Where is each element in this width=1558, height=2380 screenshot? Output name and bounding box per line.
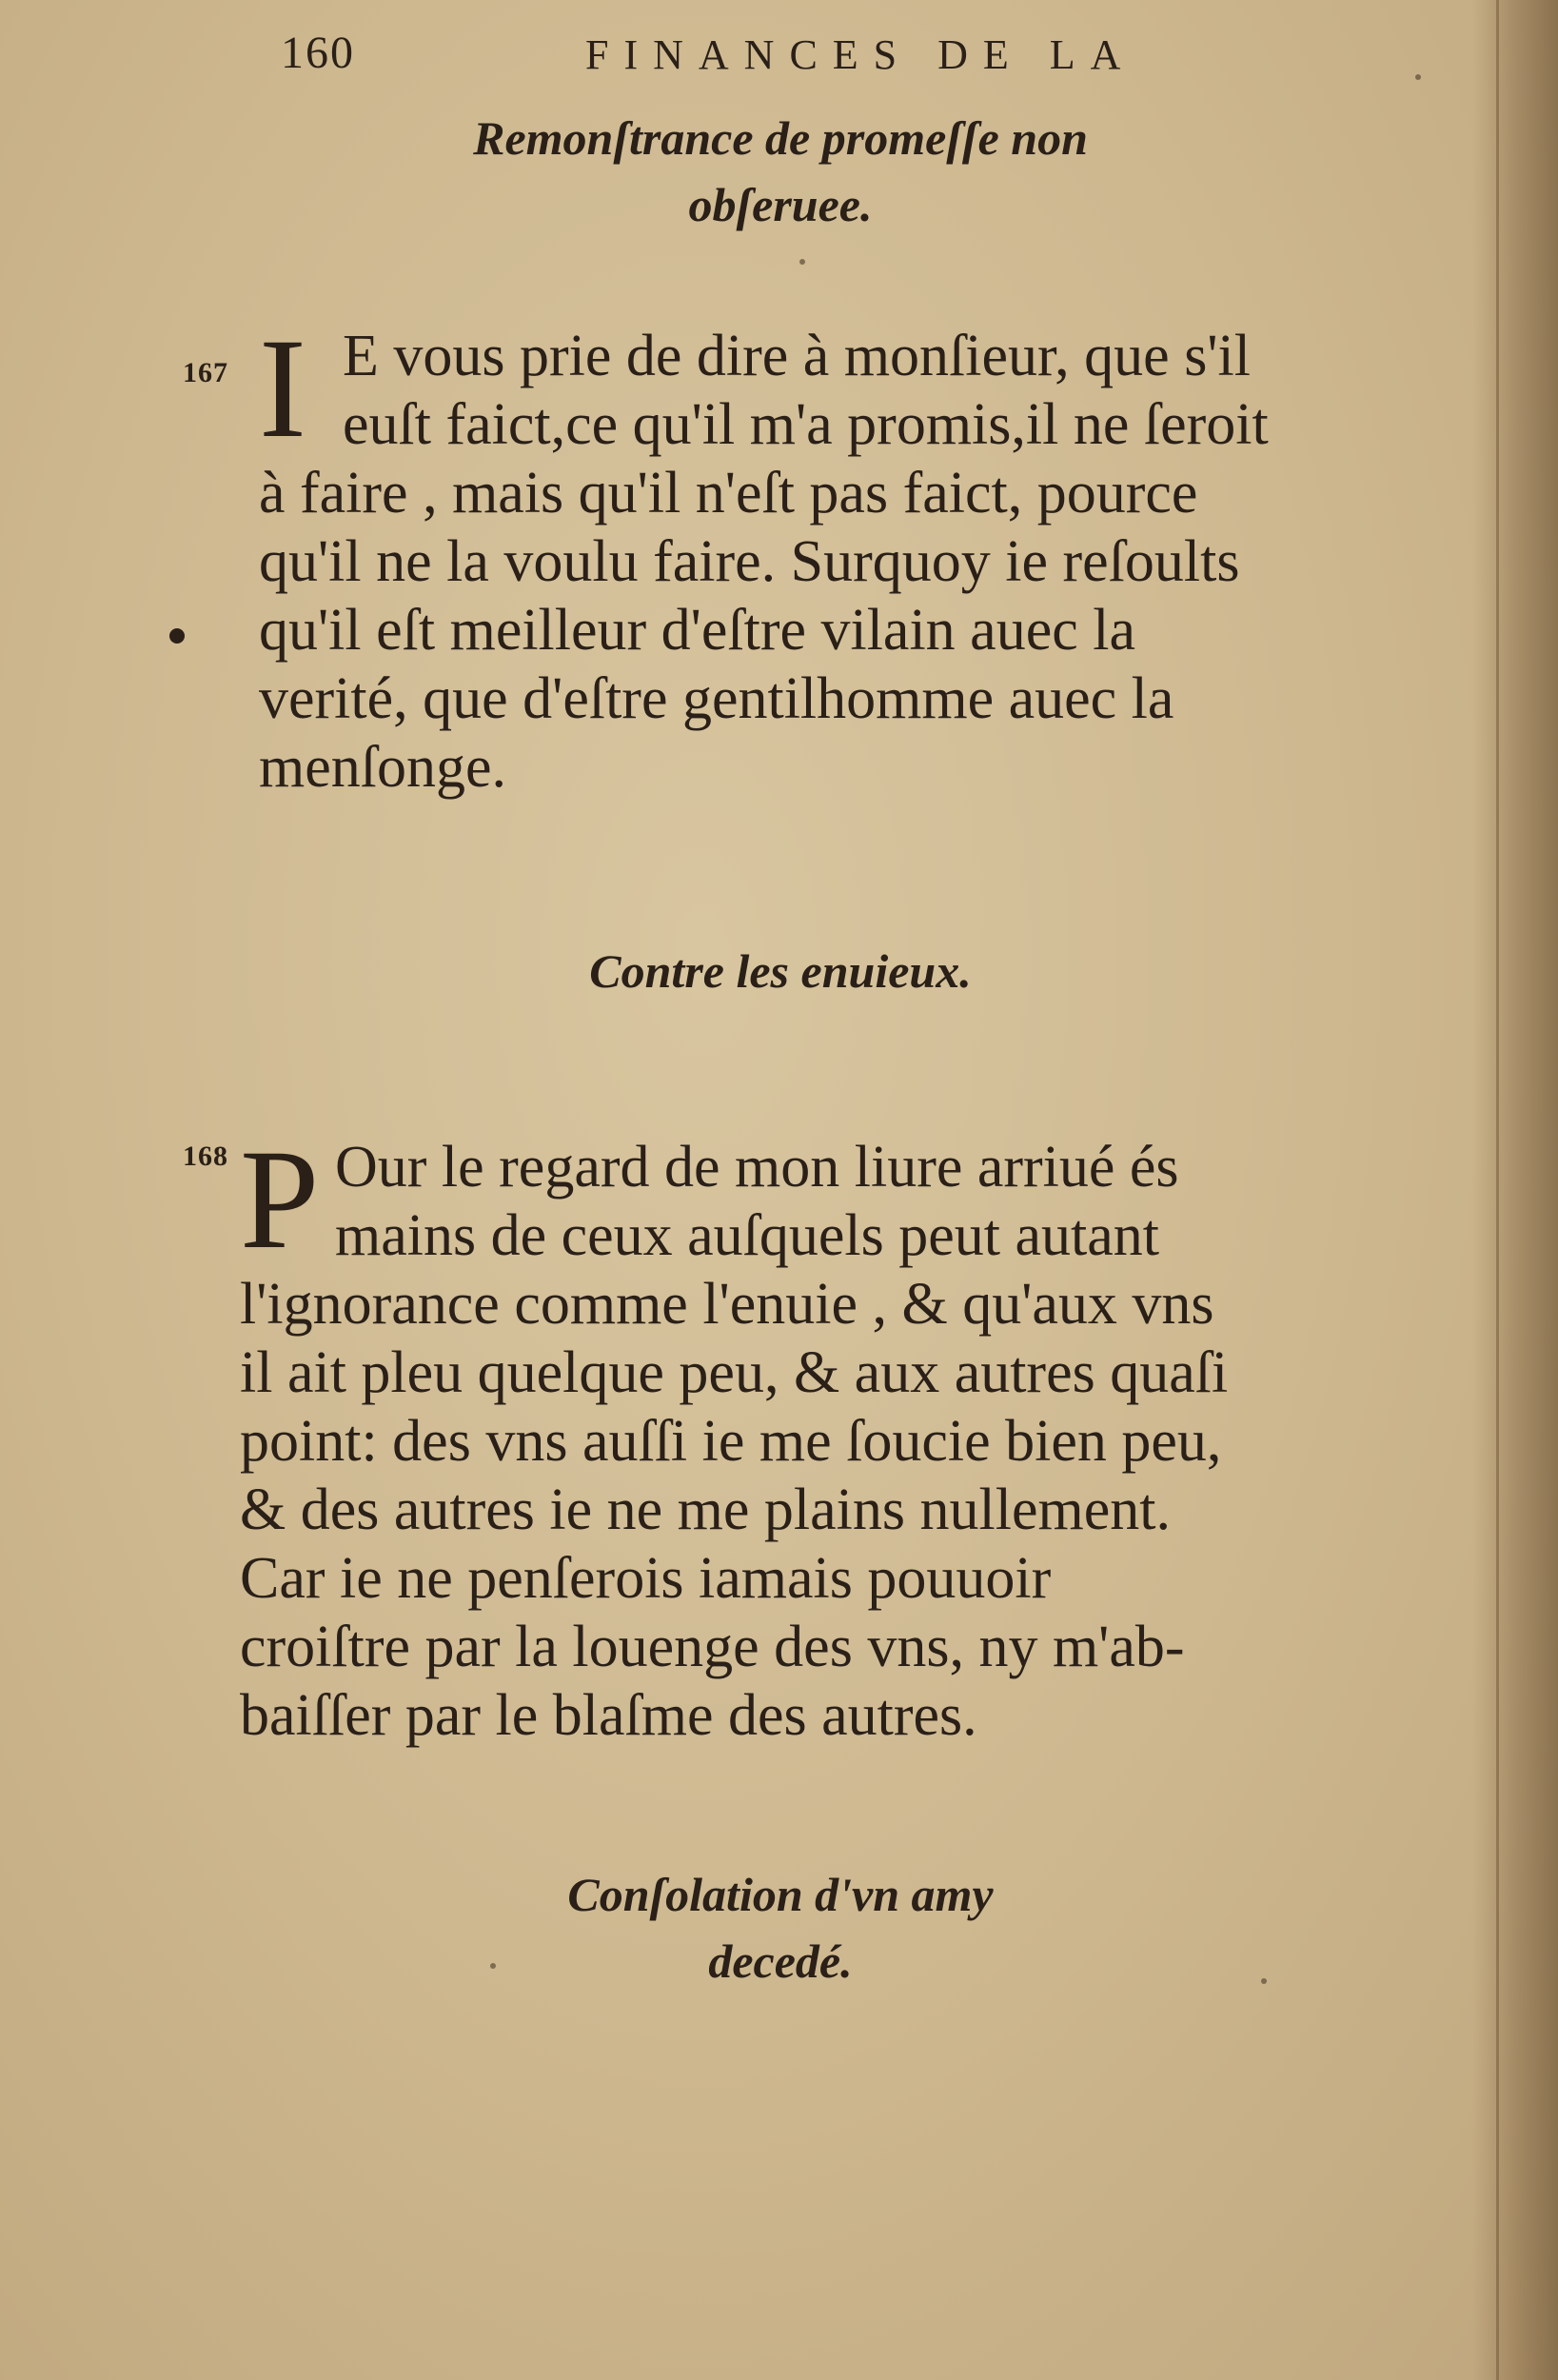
- ink-speck: [1415, 74, 1421, 80]
- margin-number: 168: [183, 1140, 228, 1172]
- text-line: & des autres ie ne me plains nullement.: [240, 1478, 1171, 1542]
- section-heading-envious: [190, 938, 1371, 1004]
- text-line: qu'il eſt meilleur d'eſtre vilain auec la: [259, 598, 1135, 663]
- page-fold: [1496, 0, 1499, 2380]
- margin-bullet: [169, 628, 185, 644]
- text-line: mains de ceux auſquels peut autant: [335, 1203, 1160, 1268]
- heading-line: decedé.: [708, 1934, 853, 1988]
- text-line: euſt faict,ce qu'il m'a promis,il ne ſeroit: [343, 392, 1269, 457]
- text-line: à faire , mais qu'il n'eſt pas faict, pource: [259, 461, 1198, 526]
- paragraph-envious: [240, 1121, 1382, 1750]
- text-line: Car ie ne penſerois iamais pouuoir: [240, 1546, 1052, 1611]
- margin-number: 167: [183, 357, 228, 388]
- text-line: il ait pleu quelque peu, & aux autres quaſi: [240, 1340, 1229, 1405]
- section-heading-consolation: [190, 1861, 1371, 1994]
- text-line: qu'il ne la voulu faire. Surquoy ie reſoults: [259, 529, 1240, 594]
- ink-speck: [799, 259, 805, 265]
- text-line: l'ignorance comme l'enuie , & qu'aux vns: [240, 1272, 1214, 1337]
- text-line: croiſtre par la louenge des vns, ny m'ab-: [240, 1615, 1185, 1679]
- heading-line: Remonſtrance de promeſſe non: [473, 111, 1088, 165]
- text-line: point: des vns auſſi ie me ſoucie bien peu,: [240, 1409, 1222, 1474]
- drop-capital: P: [240, 1121, 320, 1279]
- text-line: verité, que d'eſtre gentilhomme auec la: [259, 666, 1174, 731]
- ink-speck: [1261, 1978, 1267, 1984]
- ink-speck: [490, 1963, 496, 1969]
- heading-line: Contre les enuieux.: [589, 944, 972, 998]
- heading-line: Conſolation d'vn amy: [567, 1868, 994, 1921]
- running-title: FINANCES DE LA: [585, 31, 1136, 78]
- running-head: [281, 27, 1233, 93]
- gutter-shadow: [1472, 0, 1558, 2380]
- text-line: baiſſer par le blaſme des autres.: [240, 1683, 977, 1748]
- text-line: Our le regard de mon liure arriué és: [335, 1135, 1179, 1200]
- section-heading-promise: [190, 105, 1371, 238]
- heading-line: obſeruee.: [688, 178, 873, 231]
- paragraph-promise: [259, 309, 1382, 802]
- drop-capital: I: [259, 309, 306, 467]
- text-line: E vous prie de dire à monſieur, que s'il: [343, 324, 1251, 388]
- text-line: menſonge.: [259, 735, 506, 800]
- page-number: 160: [281, 28, 355, 78]
